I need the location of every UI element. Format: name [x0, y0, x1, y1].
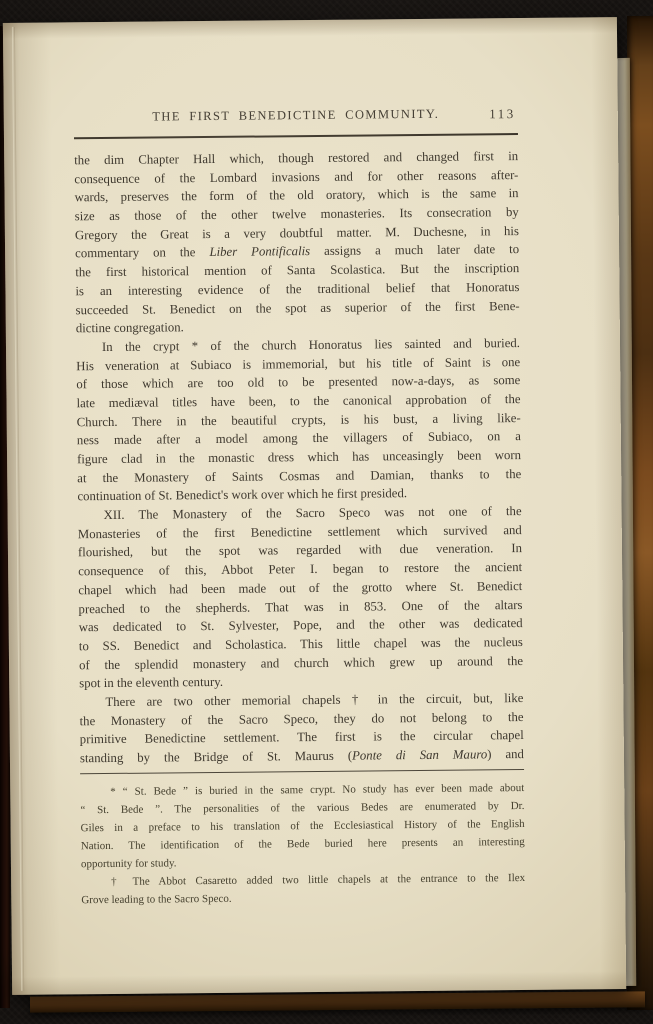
- footnote-separator-rule: [80, 769, 524, 775]
- text-segment: preached to the shepherds. That was in 853. One of the altars: [78, 597, 523, 616]
- page-number: 113: [489, 106, 516, 122]
- text-segment: opportunity for study.: [80, 857, 177, 871]
- text-segment: XII. The Monastery of the Sacro Speco was not one of the: [103, 504, 522, 523]
- running-header: [74, 106, 518, 127]
- text-segment: the first historical mention of Santa Scolastica. But the inscription: [75, 261, 520, 280]
- text-segment: assigns a much later date to: [310, 242, 520, 259]
- page-text-column: [3, 17, 626, 995]
- text-segment: of those which are too old to be presented now-a-days, as some: [76, 373, 521, 392]
- italic-text-segment: Ponte di San Mauro: [351, 747, 488, 763]
- footnote: [80, 779, 525, 873]
- text-segment: spot in the eleventh century.: [79, 675, 224, 691]
- text-segment: wards, preserves the form of the old oratory, which is the same in: [74, 186, 519, 205]
- paragraph: [78, 502, 524, 693]
- text-segment: was dedicated to St. Sylvester, Pope, and the other was dedicated: [78, 616, 523, 635]
- text-segment: Grove leading to the Sacro Speco.: [81, 893, 232, 907]
- text-segment: standing by the Bridge of St. Maurus (: [79, 748, 353, 766]
- text-segment: size as those of the other twelve monasteries. Its consecration by: [74, 205, 519, 224]
- text-segment: * “ St. Bede ” is buried in the same crypt. No study has ever been made about: [110, 782, 525, 799]
- header-rule: [74, 133, 518, 139]
- text-segment: † The Abbot Casaretto added two little chapels at the entrance to the Ilex: [111, 872, 526, 889]
- footnotes: [80, 779, 525, 909]
- italic-text-segment: Liber Pontificalis: [209, 244, 311, 260]
- text-segment: late mediæval titles have been, to the canonical approbation of the: [76, 391, 521, 411]
- text-segment: In the crypt * of the church Honoratus lies sainted and buried.: [101, 335, 521, 354]
- paragraph: [79, 689, 524, 768]
- text-segment: commentary on the: [75, 245, 210, 261]
- text-segment: ) and: [487, 747, 524, 762]
- text-segment: dictine congregation.: [75, 320, 184, 336]
- text-segment: is an interesting evidence of the traditional belief that Honoratus: [75, 279, 520, 299]
- text-segment: the dim Chapter Hall which, though restored and changed first in: [74, 149, 519, 168]
- text-segment: Nation. The identification of the Bede buried here presents an interesting: [80, 836, 525, 853]
- text-segment: There are two other memorial chapels † in the circuit, but, like: [105, 690, 524, 709]
- paragraph: [74, 147, 520, 338]
- text-segment: succeeded St. Benedict on the spot as superior of the first Bene-: [75, 298, 520, 317]
- text-segment: figure clad in the monastic dress which has unceasingly been worn: [77, 448, 522, 467]
- text-segment: consequence of this, Abbot Peter I. began to restore the ancient: [78, 560, 523, 579]
- book-page: [3, 17, 626, 995]
- text-segment: flourished, but the spot was regarded with due veneration. In: [77, 541, 523, 560]
- text-segment: the Monastery of the Sacro Speco, they do not belong to the: [79, 709, 524, 728]
- text-segment: Church. There in the beautiful crypts, is his bust, a living like-: [76, 410, 521, 429]
- text-segment: to SS. Benedict and Scholastica. This little chapel was the nucleus: [78, 634, 523, 654]
- text-segment: consequence of the Lombard invasions and for other reasons after-: [74, 167, 519, 186]
- running-header-title: THE FIRST BENEDICTINE COMMUNITY.: [152, 106, 440, 124]
- text-segment: His veneration at Subiaco is immemorial, but his title of Saint is one: [76, 354, 521, 373]
- text-segment: Giles in a preface to his translation of the Ecclesiastical History of the English: [80, 818, 525, 835]
- text-segment: chapel which had been made out of the grotto where St. Benedict: [78, 578, 523, 598]
- text-segment: at the Monastery of Saints Cosmas and Damian, thanks to the: [77, 466, 522, 485]
- paragraph: [76, 334, 522, 506]
- body-text: [74, 147, 524, 768]
- book-cover-edge-bottom: [30, 991, 645, 1012]
- text-line: [81, 887, 525, 909]
- text-segment: ness made after a model among the villagers of Subiaco, on a: [76, 429, 521, 448]
- text-segment: Gregory the Great is a very doubtful matter. M. Duchesne, in his: [74, 223, 519, 243]
- text-segment: of the splendid monastery and church which grew up around the: [78, 653, 524, 672]
- text-segment: “ St. Bede ”. The personalities of the various Bedes are enumerated by Dr.: [80, 800, 525, 817]
- text-line: [80, 745, 524, 768]
- footnote: [81, 869, 525, 909]
- text-segment: Monasteries of the first Benedictine settlement which survived and: [77, 522, 522, 542]
- text-segment: primitive Benedictine settlement. The first is the circular chapel: [79, 728, 524, 747]
- text-segment: continuation of St. Benedict's work over which he first presided.: [77, 486, 408, 504]
